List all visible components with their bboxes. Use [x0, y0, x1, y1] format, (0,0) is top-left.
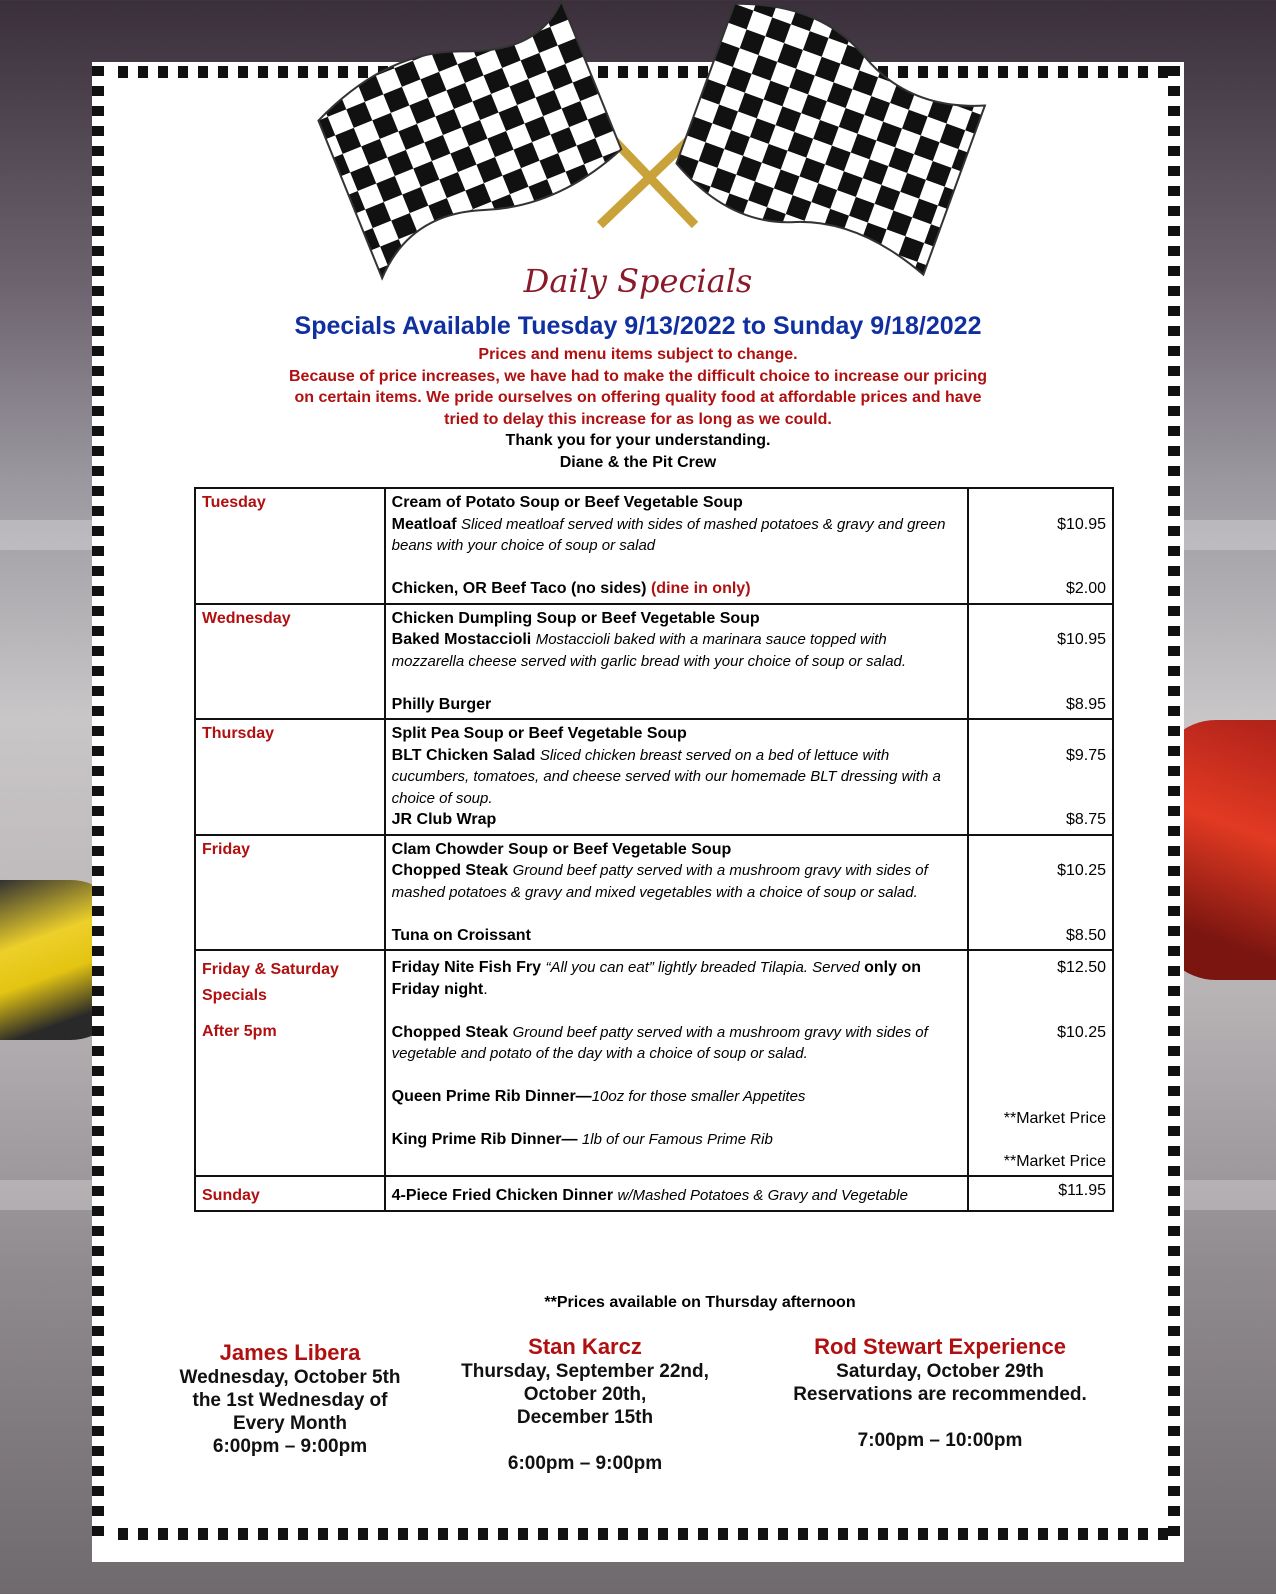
item-emphasis: on Friday night	[391, 959, 922, 998]
price-cell	[968, 835, 1113, 951]
item-price: **Market Price	[1003, 1152, 1106, 1170]
menu-item	[392, 860, 961, 903]
day-label: Sunday	[195, 1176, 385, 1211]
thanks-block	[0, 430, 1276, 473]
price-cell	[968, 488, 1113, 604]
performer-name: Stan Karcz	[528, 1334, 642, 1359]
event-line: the 1st Wednesday of	[192, 1390, 388, 1411]
day-label	[195, 950, 385, 1176]
event-line: 6:00pm – 9:00pm	[212, 1436, 368, 1457]
event-line: Saturday, October 29th	[836, 1361, 1044, 1382]
event-line: 6:00pm – 9:00pm	[507, 1453, 663, 1474]
performer-name: Rod Stewart Experience	[814, 1334, 1066, 1359]
soup-line: Cream of Potato Soup or Beef Vegetable Soup	[391, 494, 743, 511]
item-price: $10.25	[1057, 1023, 1106, 1041]
day-items	[385, 604, 968, 720]
item-name: Tuna on Croissant	[391, 926, 531, 944]
entertainment-stan-karcz	[430, 1334, 740, 1475]
item-description: Sliced meatloaf served with sides of mashed potatoes & gravy and green beans with your choice of soup or salad	[391, 515, 946, 554]
item-description: Ground beef patty served with a mushroom gravy with sides of mashed potatoes & gravy and mixed vegetables with a choice of soup or salad.	[391, 862, 928, 901]
event-line: December 15th	[516, 1407, 654, 1428]
event-line: Every Month	[232, 1413, 348, 1434]
day-items	[385, 488, 968, 604]
event-line: Wednesday, October 5th	[179, 1367, 401, 1388]
item-description: “All you can eat” lightly breaded Tilapia. Served	[545, 959, 860, 976]
entertainment-james-libera	[150, 1340, 430, 1458]
table-row	[195, 950, 1113, 1176]
item-name: King Prime Rib Dinner—	[391, 1131, 578, 1148]
menu-item	[392, 1129, 961, 1151]
price-cell	[968, 719, 1113, 835]
event-line-spacer	[770, 1406, 1110, 1429]
item-description: Mostaccioli baked with a marinara sauce topped with mozzarella cheese served with garlic bread with your choice of soup or salad.	[391, 631, 907, 670]
event-line: 7:00pm – 10:00pm	[857, 1430, 1023, 1451]
script-title: Daily Specials	[523, 262, 753, 300]
item-price: $11.95	[968, 1176, 1113, 1211]
day-label: Wednesday	[195, 604, 385, 720]
item-description: 1lb of our Famous Prime Rib	[581, 1131, 773, 1148]
item-name: Baked Mostaccioli	[391, 631, 532, 648]
item-description: Ground beef patty served with a mushroom gravy with sides of vegetable and potato of the day with a choice of soup or salad.	[391, 1023, 928, 1062]
day-label-line: Friday & Saturday	[202, 961, 339, 978]
day-label-line: After 5pm	[202, 1023, 277, 1040]
day-label: Thursday	[195, 719, 385, 835]
item-name: 4-Piece Fried Chicken Dinner	[391, 1187, 614, 1204]
item-price: $10.95	[1057, 631, 1106, 648]
performer-name: James Libera	[219, 1340, 361, 1365]
item-name: JR Club Wrap	[391, 811, 497, 828]
item-description: w/Mashed Potatoes & Gravy and Vegetable	[617, 1187, 908, 1204]
item-name: Meatloaf	[391, 515, 457, 533]
day-items	[385, 719, 968, 835]
price-cell	[968, 604, 1113, 720]
day-label: Tuesday	[195, 488, 385, 604]
event-line: Thursday, September 22nd,	[461, 1361, 709, 1382]
table-row	[195, 1176, 1113, 1211]
day-label-line: Specials	[202, 987, 267, 1004]
signature: Diane & the Pit Crew	[559, 453, 717, 471]
item-name: Chicken, OR Beef Taco (no sides)	[391, 580, 647, 597]
item-name: Friday Nite Fish Fry	[391, 959, 542, 976]
day-items	[385, 1176, 968, 1211]
item-name: Chopped Steak	[391, 1023, 509, 1041]
soup-line: Split Pea Soup or Beef Vegetable Soup	[391, 725, 687, 742]
item-price: $2.00	[1065, 580, 1106, 597]
item-price: $10.95	[1057, 515, 1106, 533]
item-price: $12.50	[1057, 959, 1106, 976]
reservation-note: Reservations are recommended.	[793, 1384, 1087, 1405]
item-description: 10oz for those smaller Appetites	[591, 1088, 806, 1105]
menu-item	[392, 1022, 961, 1065]
day-items	[385, 950, 968, 1176]
item-price: $8.95	[1065, 695, 1106, 713]
menu-item: Friday Nite Fish Fry “All you can eat” lightly breaded Tilapia. Served only on Friday night.	[391, 959, 922, 998]
day-items	[385, 835, 968, 951]
item-name: Philly Burger	[391, 695, 492, 713]
market-price-footnote: **Prices available on Thursday afternoon	[544, 1294, 856, 1311]
item-price: $8.75	[1065, 811, 1106, 828]
item-emphasis: only	[864, 959, 898, 976]
menu-item	[392, 1086, 961, 1108]
event-line: October 20th,	[523, 1384, 647, 1405]
item-note: (dine in only)	[650, 580, 751, 597]
table-row	[195, 835, 1113, 951]
soup-line: Chicken Dumpling Soup or Beef Vegetable Soup	[391, 609, 760, 627]
menu-item	[392, 514, 961, 557]
item-name: Chopped Steak	[391, 862, 509, 879]
soup-line: Clam Chowder Soup or Beef Vegetable Soup	[391, 840, 732, 858]
notice-line: Because of price increases, we have had to make the difficult choice to increase our pricing	[288, 367, 987, 385]
item-name: BLT Chicken Salad	[391, 746, 536, 764]
price-notice	[0, 344, 1276, 430]
notice-line: Prices and menu items subject to change.	[478, 346, 798, 363]
price-cell	[968, 950, 1113, 1176]
table-row	[195, 488, 1113, 604]
menu-item	[392, 745, 961, 810]
item-price: $9.75	[1065, 746, 1106, 764]
menu-item	[392, 629, 961, 672]
item-price: **Market Price	[1003, 1109, 1106, 1127]
notice-line: on certain items. We pride ourselves on offering quality food at affordable prices and have	[294, 389, 982, 406]
event-line-spacer	[430, 1429, 740, 1452]
item-name: Queen Prime Rib Dinner—	[391, 1088, 592, 1105]
entertainment-rod-stewart-experience	[770, 1334, 1110, 1452]
thanks-line: Thank you for your understanding.	[505, 432, 771, 449]
table-row	[195, 719, 1113, 835]
day-label: Friday	[195, 835, 385, 951]
menu-item	[392, 578, 961, 600]
item-price: $10.25	[1057, 862, 1106, 879]
date-range-heading: Specials Available Tuesday 9/13/2022 to Sunday 9/18/2022	[294, 312, 982, 340]
notice-line: tried to delay this increase for as long as we could.	[444, 410, 832, 428]
item-description: Sliced chicken breast served on a bed of lettuce with cucumbers, tomatoes, and cheese served with our homemade BLT dressing with a choice of soup.	[391, 746, 941, 807]
specials-table	[194, 487, 1114, 1212]
checkered-border-bottom	[118, 1528, 1180, 1540]
item-price: $8.50	[1065, 926, 1106, 944]
table-row	[195, 604, 1113, 720]
